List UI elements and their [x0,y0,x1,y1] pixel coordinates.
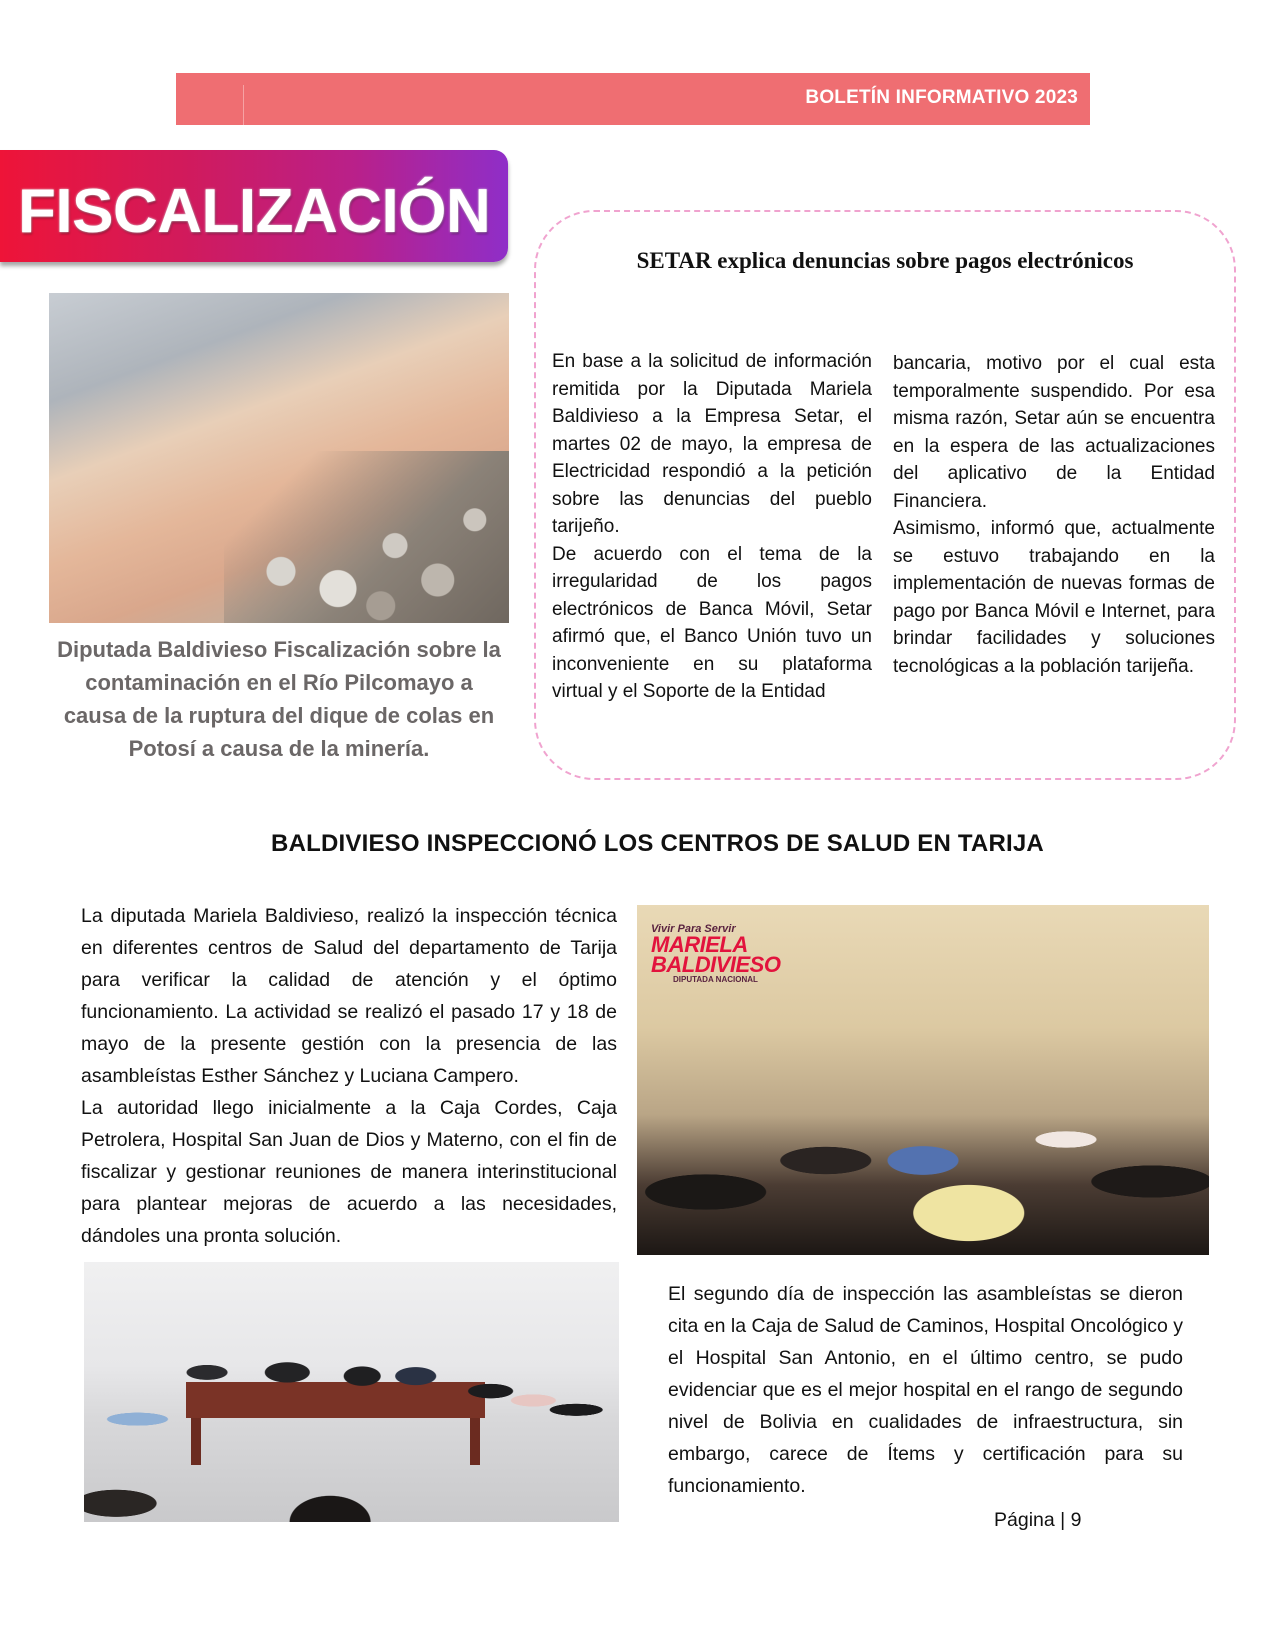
salud-article-title: BALDIVIESO INSPECCIONÓ LOS CENTROS DE SALUD EN TARIJA [271,830,1044,857]
salud-column-left [81,900,617,1252]
river-contamination-photo [49,293,509,623]
river-rocks [224,451,509,623]
page-number: Página | 9 [994,1509,1082,1531]
section-title: FISCALIZACIÓN [18,177,491,246]
river-photo-caption: Diputada Baldivieso Fiscalización sobre la contaminación en el Río Pilcomayo a causa de la ruptura del dique de colas en Potosí a causa de la minería. [57,637,501,761]
setar-paragraph: Asimismo, informó que, actualmente se estuvo trabajando en la implementación de nuevas formas de pago por Banca Móvil e Internet, para brindar facilidades y soluciones tecnológicas a la población tarijeña. [893,518,1215,677]
salud-paragraph: La autoridad llego inicialmente a la Caja Cordes, Caja Petrolera, Hospital San Juan de Dios y Materno, con el fin de fiscalizar y gestionar reuniones de manera interinstitucional para plantear mejoras de acuerdo a las necesidades, dándoles una pronta solución. [81,1097,617,1247]
salud-paragraph: La diputada Mariela Baldivieso, realizó la inspección técnica en diferentes centros de Salud del departamento de Tarija para verificar la calidad de atención y el óptimo funcionamiento. La actividad se realizó el pasado 17 y 18 de mayo de la presente gestión con la presencia de las asambleístas Esther Sánchez y Luciana Campero. [81,905,617,1087]
logo-name-first: MARIELA [651,932,748,957]
header-divider [243,85,244,125]
header-title: BOLETÍN INFORMATIVO 2023 [805,87,1078,108]
section-banner [0,150,508,262]
salud-paragraph: El segundo día de inspección las asambleístas se dieron cita en la Caja de Salud de Caminos, Hospital Oncológico y el Hospital San Antonio, en el último centro, se pudo evidenciar que es el mejor hospital en el rango de segundo nivel de Bolivia en cualidades de infraestructura, sin embargo, carece de Ítems y certificación para su funcionamiento. [668,1283,1183,1497]
setar-paragraph: bancaria, motivo por el cual esta temporalmente suspendido. Por esa misma razón, Setar aún se encuentra en la espera de las actualizaciones del aplicativo de la Entidad Financiera. [893,353,1215,512]
meeting-photo [84,1262,619,1522]
setar-column-right [893,350,1215,680]
campaign-logo [651,923,780,984]
hospital-inspection-photo [637,905,1209,1255]
setar-article-title: SETAR explica denuncias sobre pagos electrónicos [636,248,1134,273]
hospital-people [637,1045,1209,1255]
setar-paragraph: De acuerdo con el tema de la irregularidad de los pagos electrónicos de Banca Móvil, Setar afirmó que, el Banco Unión tuvo un inconveniente en su plataforma virtual y el Soporte de la Entidad [552,543,872,702]
salud-column-right [668,1278,1183,1502]
logo-name-last: BALDIVIESO [651,952,781,977]
setar-paragraph: En base a la solicitud de información remitida por la Diputada Mariela Baldivieso a la Empresa Setar, el martes 02 de mayo, la empresa de Electricidad respondió a la petición sobre las denuncias del pueblo tarijeño. [552,351,872,537]
header-band [176,73,1090,125]
meeting-attendees [84,1335,619,1522]
logo-subtitle: DIPUTADA NACIONAL [673,975,758,984]
setar-column-left [552,348,872,706]
logo-tagline: Vivir Para Servir [651,923,736,935]
